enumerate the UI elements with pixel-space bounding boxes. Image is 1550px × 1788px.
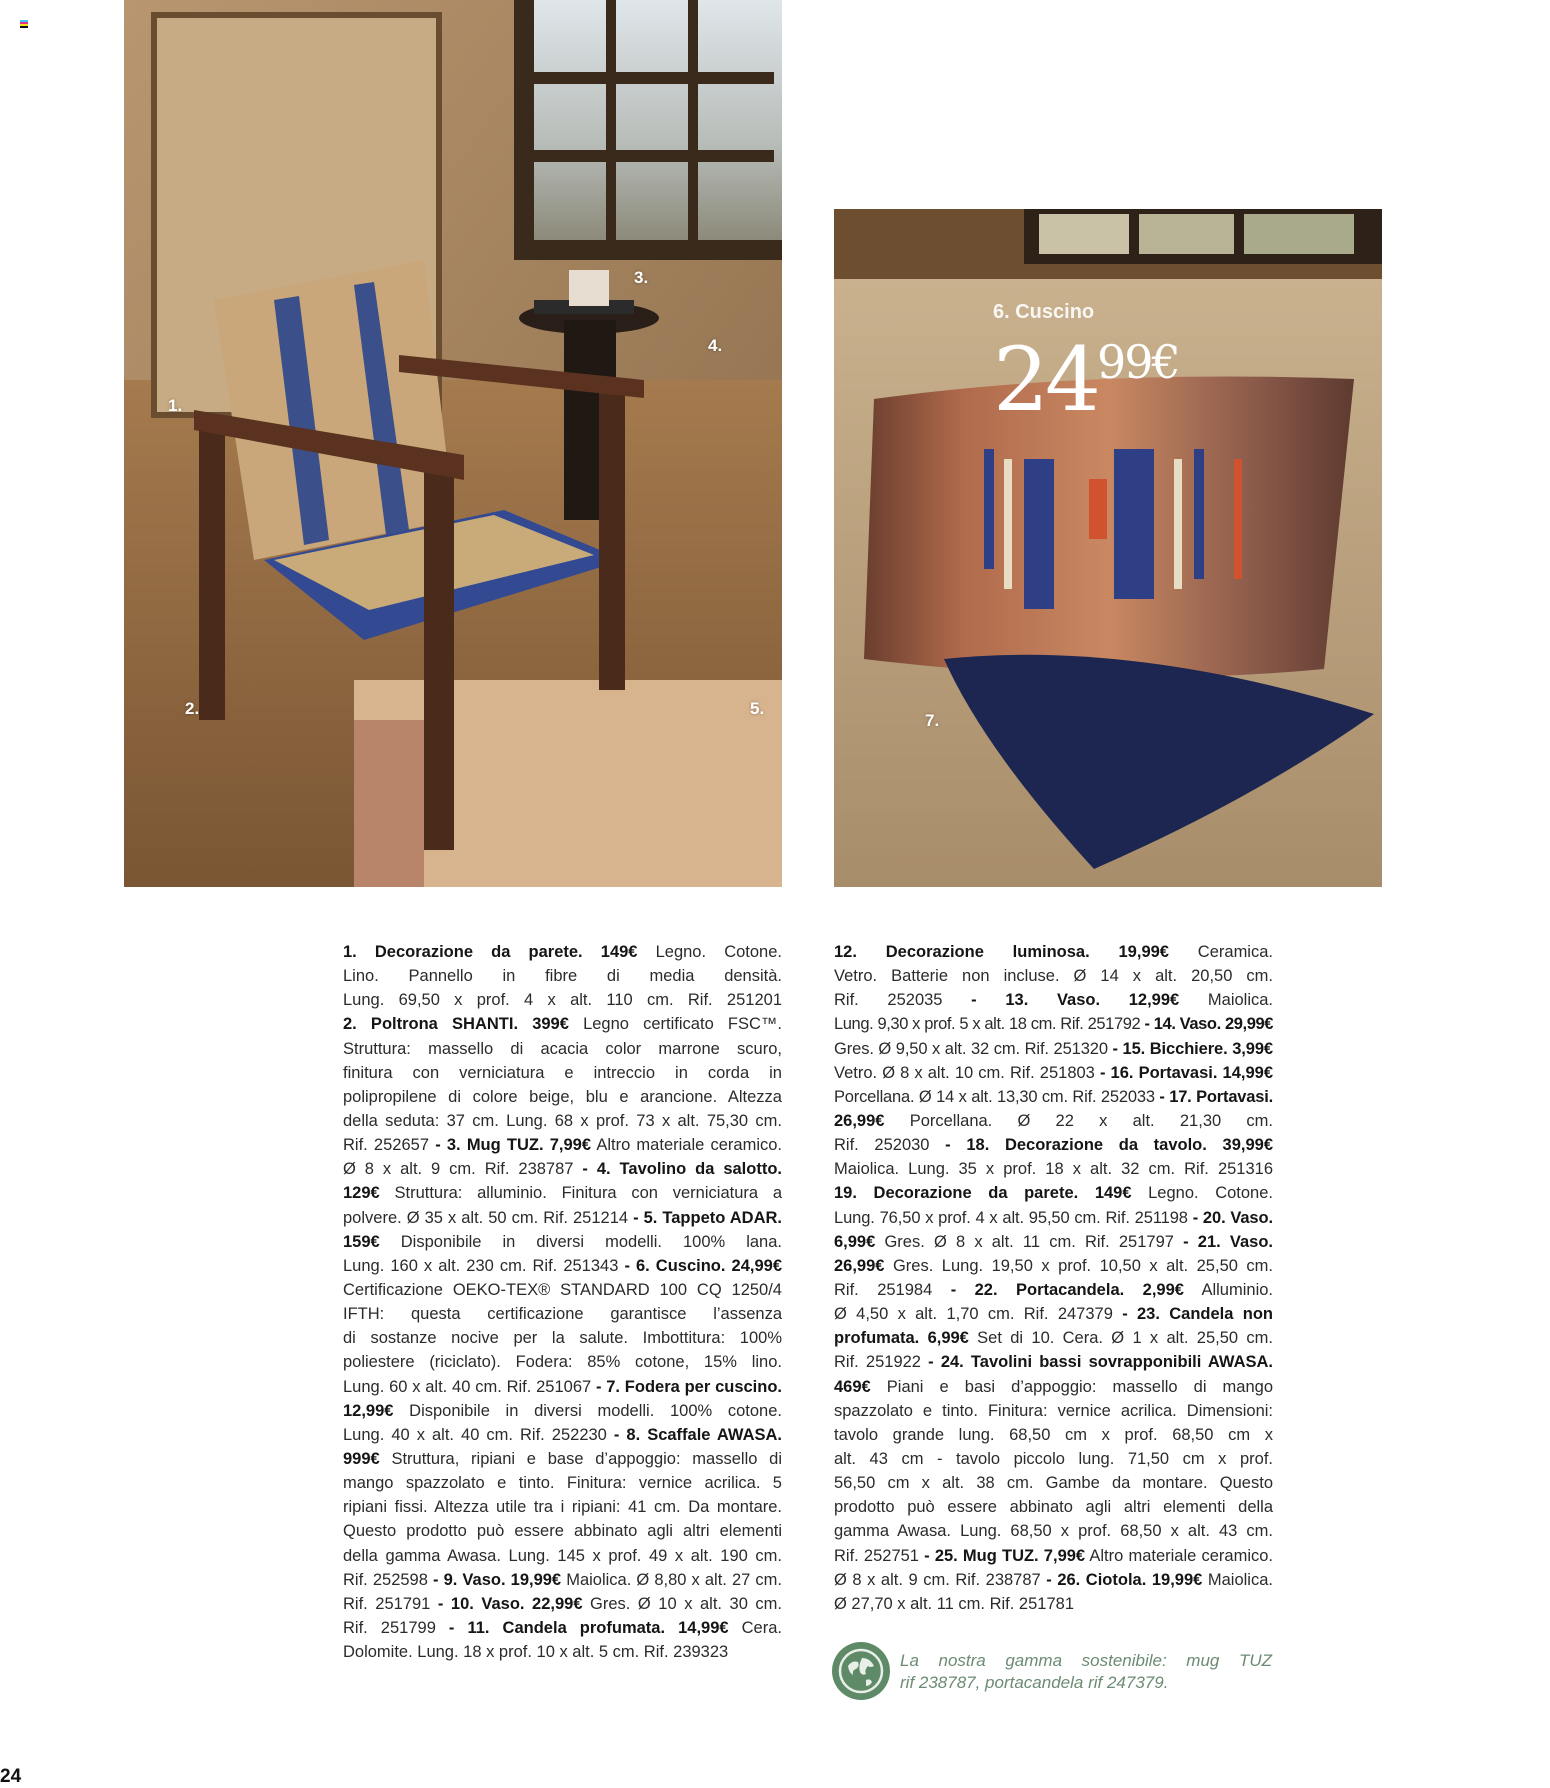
description-line bbox=[343, 1592, 782, 1616]
description-line bbox=[834, 1495, 1273, 1519]
product-name-price: - 4. Tavolino da salotto. bbox=[582, 1160, 782, 1179]
product-details-text: Struttura: massello di acacia color marrone scuro, bbox=[343, 1039, 782, 1058]
product-name-price: 12. Decorazione luminosa. 19,99€ bbox=[834, 943, 1169, 961]
description-line bbox=[343, 1133, 782, 1157]
product-name-price: 26,99€ bbox=[834, 1111, 885, 1130]
product-details-text: polipropilene di colore beige, blu e arancione. Altezza bbox=[343, 1087, 782, 1106]
product-details-text: Lung. 9,30 x prof. 5 x alt. 18 cm. Rif. 251792 bbox=[834, 1015, 1145, 1034]
product-name-price: - 6. Cuscino. 24,99€ bbox=[624, 1256, 782, 1275]
product-details-text: Rif. 252030 bbox=[834, 1136, 946, 1155]
product-name-price: - 23. Candela non bbox=[1122, 1305, 1273, 1324]
description-line bbox=[834, 1061, 1273, 1085]
product-name-price: - 7. Fodera per cuscino. bbox=[595, 1377, 783, 1396]
description-line bbox=[834, 1206, 1273, 1230]
product-description-column-right bbox=[834, 940, 1273, 1616]
product-details-text: Maiolica. bbox=[1202, 1570, 1273, 1589]
product-details-text: polvere. Ø 35 x alt. 50 cm. Rif. 251214 bbox=[343, 1208, 634, 1227]
product-name-price: 26,99€ bbox=[834, 1256, 885, 1275]
product-name-price: - 18. Decorazione da tavolo. 39,99€ bbox=[945, 1136, 1273, 1155]
product-details-text: Ceramica. bbox=[1168, 943, 1273, 961]
product-name-price: - 20. Vaso. bbox=[1192, 1208, 1273, 1227]
product-details-text: Dolomite. Lung. 18 x prof. 10 x alt. 5 cm. Rif. 239323 bbox=[343, 1643, 729, 1662]
product-name-price: - 17. Portavasi. bbox=[1159, 1087, 1273, 1106]
product-name-price: - 15. Bicchiere. 3,99€ bbox=[1112, 1039, 1273, 1058]
description-line bbox=[834, 1302, 1273, 1326]
description-line bbox=[834, 964, 1273, 988]
product-name-price: 19. Decorazione da parete. 149€ bbox=[834, 1184, 1132, 1203]
product-details-text: Legno certificato FSC™. bbox=[568, 1015, 782, 1034]
product-name-price: - 26. Ciotola. 19,99€ bbox=[1046, 1570, 1203, 1589]
product-details-text: poliestere (riciclato). Fodera: 85% cotone, 15% lino. bbox=[343, 1353, 782, 1372]
description-line bbox=[343, 1447, 782, 1471]
item-label-2: 2. bbox=[185, 699, 200, 718]
product-name-price: 6,99€ bbox=[834, 1232, 876, 1251]
product-details-text: Rif. 251922 bbox=[834, 1353, 929, 1372]
product-details-text: Lung. 60 x alt. 40 cm. Rif. 251067 bbox=[343, 1377, 596, 1396]
description-line bbox=[834, 1157, 1273, 1181]
description-line bbox=[834, 1012, 1273, 1036]
product-details-text: Vetro. Batterie non incluse. Ø 14 x alt. 20,50 cm. bbox=[834, 967, 1273, 986]
description-line bbox=[343, 1230, 782, 1254]
item-label-7: 7. bbox=[925, 711, 940, 730]
product-details-text: di sostanze nocive per la salute. Imbottitura: 100% bbox=[343, 1329, 782, 1348]
description-line bbox=[343, 1037, 782, 1061]
product-name-price: - 5. Tappeto ADAR. bbox=[633, 1208, 782, 1227]
product-details-text: Ø 8 x alt. 9 cm. Rif. 238787 bbox=[343, 1160, 583, 1179]
product-details-text: Struttura, ripiani e base d’appoggio: massello di bbox=[379, 1449, 782, 1468]
product-name-price: 999€ bbox=[343, 1449, 380, 1468]
description-line bbox=[834, 1447, 1273, 1471]
product-details-text: Maiolica. Lung. 35 x prof. 18 x alt. 32 cm. Rif. 251316 bbox=[834, 1160, 1273, 1179]
product-details-text: alt. 43 cm - tavolo piccolo lung. 71,50 cm x prof. bbox=[834, 1449, 1273, 1468]
product-details-text: Lung. 160 x alt. 230 cm. Rif. 251343 bbox=[343, 1256, 625, 1275]
product-details-text: Lung. 69,50 x prof. 4 x alt. 110 cm. Rif. 251201 bbox=[343, 991, 782, 1010]
product-details-text: della gamma Awasa. Lung. 145 x prof. 49 x alt. 190 cm. bbox=[343, 1546, 782, 1565]
product-description-column-left bbox=[343, 940, 782, 1664]
product-details-text: Rif. 252657 bbox=[343, 1136, 436, 1155]
product-details-text: Rif. 251791 bbox=[343, 1594, 438, 1613]
product-details-text: Rif. 252751 bbox=[834, 1546, 925, 1565]
sustainable-note-line: rif 238787, portacandela rif 247379. bbox=[900, 1673, 1169, 1692]
product-details-text: spazzolato e tinto. Finitura: vernice acrilica. Dimensioni: bbox=[834, 1401, 1273, 1420]
description-line bbox=[343, 1278, 782, 1302]
price-tag-cushion bbox=[993, 300, 1179, 432]
product-details-text: Cera. bbox=[728, 1618, 782, 1637]
product-details-text: Questo prodotto può essere abbinato agli altri elementi bbox=[343, 1522, 782, 1541]
product-name-price: - 10. Vaso. 22,99€ bbox=[437, 1594, 583, 1613]
description-line bbox=[343, 1181, 782, 1205]
product-name-price: - 16. Portavasi. 14,99€ bbox=[1099, 1063, 1273, 1082]
price-tag-cents: 99€ bbox=[1096, 335, 1179, 389]
description-line bbox=[834, 940, 1273, 964]
description-line bbox=[834, 1181, 1273, 1205]
product-details-text: IFTH: questa certificazione garantisce l’assenza bbox=[343, 1305, 782, 1324]
item-label-1: 1. bbox=[168, 396, 183, 415]
product-name-price: - 25. Mug TUZ. 7,99€ bbox=[924, 1546, 1086, 1565]
product-details-text: Rif. 251799 bbox=[343, 1618, 449, 1637]
product-details-text: gamma Awasa. Lung. 68,50 x prof. 68,50 x alt. 43 cm. bbox=[834, 1522, 1273, 1541]
product-details-text: Alluminio. bbox=[1183, 1280, 1273, 1299]
product-details-text: Rif. 252035 bbox=[834, 991, 972, 1010]
product-details-text: Rif. 251984 bbox=[834, 1280, 951, 1299]
description-line bbox=[834, 1350, 1273, 1374]
product-name-price: 12,99€ bbox=[343, 1401, 394, 1420]
product-details-text: Legno. Cotone. bbox=[1131, 1184, 1273, 1203]
product-details-text: tavolo grande lung. 68,50 cm x prof. 68,50 cm x bbox=[834, 1425, 1273, 1444]
product-details-text: Altro materiale ceramico. bbox=[591, 1136, 782, 1155]
product-details-text: Piani e basi d’appoggio: massello di mango bbox=[870, 1377, 1273, 1396]
product-details-text: 56,50 cm x alt. 38 cm. Gambe da montare. Questo bbox=[834, 1474, 1273, 1493]
product-details-text: Gres. Lung. 19,50 x prof. 10,50 x alt. 25,50 cm. bbox=[884, 1256, 1273, 1275]
product-details-text: Porcellana. Ø 22 x alt. 21,30 cm. bbox=[884, 1111, 1273, 1130]
description-line bbox=[834, 1037, 1273, 1061]
description-line bbox=[834, 1592, 1273, 1616]
product-details-text: Maiolica. Ø 8,80 x alt. 27 cm. bbox=[561, 1570, 782, 1589]
product-details-text: mango spazzolato e tinto. Finitura: vernice acrilica. 5 bbox=[343, 1474, 782, 1493]
product-name-price: - 9. Vaso. 19,99€ bbox=[433, 1570, 562, 1589]
description-line bbox=[834, 1278, 1273, 1302]
product-details-text: Ø 8 x alt. 9 cm. Rif. 238787 bbox=[834, 1570, 1047, 1589]
product-details-text: Lung. 76,50 x prof. 4 x alt. 95,50 cm. Rif. 251198 bbox=[834, 1208, 1193, 1227]
description-line bbox=[834, 1254, 1273, 1278]
product-details-text: Maiolica. bbox=[1179, 991, 1273, 1010]
description-line bbox=[343, 1423, 782, 1447]
print-color-bars bbox=[20, 20, 28, 28]
product-name-price: - 14. Vaso. 29,99€ bbox=[1144, 1015, 1274, 1034]
description-line bbox=[834, 1423, 1273, 1447]
item-label-4: 4. bbox=[708, 336, 723, 355]
item-label-3: 3. bbox=[634, 268, 649, 287]
product-details-text: prodotto può essere abbinato agli altri elementi della bbox=[834, 1498, 1273, 1517]
description-line bbox=[343, 1254, 782, 1278]
description-line bbox=[834, 1544, 1273, 1568]
product-details-text: Gres. Ø 10 x alt. 30 cm. bbox=[582, 1594, 782, 1613]
description-line bbox=[343, 1519, 782, 1543]
product-name-price: - 24. Tavolini bassi sovrapponibili AWASA. bbox=[928, 1353, 1273, 1372]
product-details-text: Ø 4,50 x alt. 1,70 cm. Rif. 247379 bbox=[834, 1305, 1123, 1324]
description-line bbox=[834, 1109, 1273, 1133]
description-line bbox=[343, 1640, 782, 1664]
sustainable-note-line: La nostra gamma sostenibile: mug TUZ bbox=[900, 1651, 1272, 1670]
product-details-text: della seduta: 37 cm. Lung. 68 x prof. 73 x alt. 75,30 cm. bbox=[343, 1111, 782, 1130]
description-line bbox=[834, 1085, 1273, 1109]
description-line bbox=[343, 1012, 782, 1036]
product-name-price: 159€ bbox=[343, 1232, 380, 1251]
product-details-text: Struttura: alluminio. Finitura con verniciatura a bbox=[379, 1184, 782, 1203]
description-line bbox=[343, 1085, 782, 1109]
product-details-text: Porcellana. Ø 14 x alt. 13,30 cm. Rif. 252033 bbox=[834, 1087, 1160, 1106]
product-name-price: - 11. Candela profumata. 14,99€ bbox=[448, 1618, 729, 1637]
description-line bbox=[343, 1375, 782, 1399]
product-name-price: profumata. 6,99€ bbox=[834, 1329, 969, 1348]
product-name-price: - 13. Vaso. 12,99€ bbox=[971, 991, 1180, 1010]
description-line bbox=[343, 964, 782, 988]
black-bar bbox=[20, 26, 28, 28]
product-name-price: 1. Decorazione da parete. 149€ bbox=[343, 943, 638, 961]
description-line bbox=[343, 1326, 782, 1350]
product-details-text: Lung. 40 x alt. 40 cm. Rif. 252230 bbox=[343, 1425, 614, 1444]
product-details-text: Legno. Cotone. bbox=[637, 943, 782, 961]
product-name-price: - 8. Scaffale AWASA. bbox=[613, 1425, 782, 1444]
description-line bbox=[834, 1326, 1273, 1350]
product-name-price: 2. Poltrona SHANTI. 399€ bbox=[343, 1015, 569, 1034]
description-line bbox=[834, 1471, 1273, 1495]
description-line bbox=[343, 1350, 782, 1374]
description-line bbox=[343, 988, 782, 1012]
product-details-text: ripiani fissi. Altezza utile tra i ripiani: 41 cm. Da montare. bbox=[343, 1498, 782, 1517]
price-tag-amount bbox=[993, 328, 1179, 432]
description-line bbox=[834, 1568, 1273, 1592]
product-name-price: - 22. Portacandela. 2,99€ bbox=[950, 1280, 1184, 1299]
description-line bbox=[343, 1568, 782, 1592]
product-details-text: Certificazione OEKO-TEX® STANDARD 100 CQ 1250/4 bbox=[343, 1280, 782, 1299]
description-line bbox=[834, 1399, 1273, 1423]
price-tag-integer: 24 bbox=[993, 328, 1097, 431]
description-line bbox=[834, 1519, 1273, 1543]
product-details-text: Gres. Ø 9,50 x alt. 32 cm. Rif. 251320 bbox=[834, 1039, 1113, 1058]
description-line bbox=[834, 1230, 1273, 1254]
description-line bbox=[343, 1206, 782, 1230]
product-name-price: - 21. Vaso. bbox=[1183, 1232, 1273, 1251]
description-line bbox=[343, 1061, 782, 1085]
description-line bbox=[834, 1133, 1273, 1157]
product-details-text: Set di 10. Cera. Ø 1 x alt. 25,50 cm. bbox=[968, 1329, 1273, 1348]
globe-icon bbox=[832, 1642, 890, 1700]
product-name-price: - 3. Mug TUZ. 7,99€ bbox=[435, 1136, 592, 1155]
product-name-price: 469€ bbox=[834, 1377, 871, 1396]
description-line bbox=[343, 1157, 782, 1181]
sustainable-range-note bbox=[832, 1642, 1272, 1702]
description-line bbox=[834, 988, 1273, 1012]
product-details-text: Gres. Ø 8 x alt. 11 cm. Rif. 251797 bbox=[875, 1232, 1184, 1251]
description-line bbox=[834, 1375, 1273, 1399]
product-details-text: Disponibile in diversi modelli. 100% cotone. bbox=[393, 1401, 782, 1420]
product-details-text: Vetro. Ø 8 x alt. 10 cm. Rif. 251803 bbox=[834, 1063, 1100, 1082]
product-details-text: Lino. Pannello in fibre di media densità. bbox=[343, 967, 782, 986]
product-details-text: finitura con verniciatura e intreccio in corda in bbox=[343, 1063, 782, 1082]
product-name-price: 129€ bbox=[343, 1184, 380, 1203]
product-details-text: Disponibile in diversi modelli. 100% lana. bbox=[379, 1232, 782, 1251]
description-line bbox=[343, 1544, 782, 1568]
photo-armchair-scene bbox=[124, 0, 782, 887]
price-tag-product-name: 6. Cuscino bbox=[993, 301, 1095, 323]
description-line bbox=[343, 1495, 782, 1519]
description-line bbox=[343, 1616, 782, 1640]
item-label-5: 5. bbox=[750, 699, 765, 718]
description-line bbox=[343, 1109, 782, 1133]
description-line bbox=[343, 1471, 782, 1495]
product-details-text: Ø 27,70 x alt. 11 cm. Rif. 251781 bbox=[834, 1594, 1074, 1613]
product-details-text: Rif. 252598 bbox=[343, 1570, 433, 1589]
description-line bbox=[343, 1302, 782, 1326]
product-details-text: Altro materiale ceramico. bbox=[1085, 1546, 1274, 1565]
description-line bbox=[343, 1399, 782, 1423]
page-number: 24 bbox=[0, 1766, 22, 1787]
description-line bbox=[343, 940, 782, 964]
